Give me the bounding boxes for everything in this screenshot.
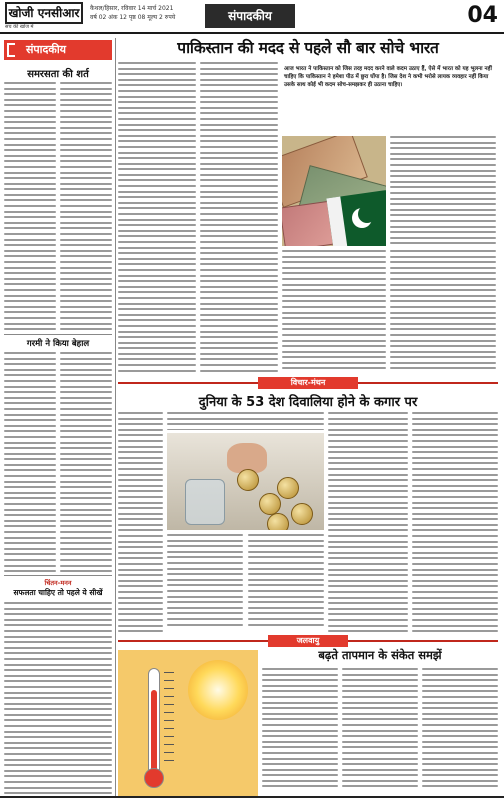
- dateline: [90, 4, 175, 22]
- masthead: [0, 0, 504, 34]
- jalvayu-label: जलवायु: [268, 635, 348, 647]
- vichar-body-col5: [412, 412, 498, 632]
- main-body-col4-upper: [390, 136, 496, 246]
- vichar-label: विचार-मंथन: [258, 377, 358, 389]
- jalvayu-body-col2: [342, 668, 418, 794]
- dateline-date: कैथल/हिसार, रविवार 14 मार्च 2021: [90, 5, 174, 12]
- jalvayu-body-col3: [422, 668, 498, 794]
- main-body-col3-lower: [282, 250, 386, 372]
- main-body-col1: [118, 62, 196, 372]
- jalvayu-body-col1: [262, 668, 338, 794]
- vichar-body-col1: [118, 412, 163, 632]
- second-body-col2: [60, 352, 112, 572]
- main-body-col4-lower: [390, 250, 496, 372]
- bracket-icon: [7, 43, 15, 57]
- third-body: [4, 602, 112, 794]
- editorial-body-col2: [60, 82, 112, 330]
- main-deck: आज भारत ने पाकिस्तान को जिस तरह मदद करने वाले कदम उठाए हैं, ऐसे में भारत को यह भूलना नहीं चाहिए कि पाकिस्तान ने हमेशा पीठ में छुरा घोंपा है। जिस देश ने कभी भरोसे लायक व्यवहार नहीं किया उसके साथ कोई भी कदम सोच-समझकर ही उठाना चाहिए।: [280, 62, 496, 134]
- logo-tagline: सच की खोज में: [5, 24, 34, 30]
- third-heading: सफलता चाहिए तो पहले ये सीखें: [13, 588, 103, 597]
- second-body-col1: [4, 352, 56, 572]
- editorial-heading: समरसता की शर्त: [27, 69, 89, 80]
- vichar-intro: [167, 412, 324, 430]
- main-body-col2: [200, 62, 278, 372]
- vichar-body-col4: [328, 412, 408, 632]
- editorial-label-box: [4, 40, 112, 60]
- vichar-body-col2: [167, 534, 243, 632]
- jalvayu-headline: बढ़ते तापमान के संकेत समझें: [318, 648, 442, 662]
- newspaper-logo: खोजी एनसीआर: [5, 2, 83, 24]
- main-headline: पाकिस्तान की मदद से पहले सौ बार सोचे भारत: [177, 39, 439, 57]
- chintan-tag: चिंतन-मनन: [44, 579, 72, 587]
- editorial-body-col1: [4, 82, 56, 330]
- page-number: 04: [467, 3, 498, 28]
- coins-jar-photo: [167, 433, 324, 530]
- dateline-edition: वर्ष 02 अंक 12 पृष्ठ 08 मूल्य 2 रुपये: [90, 14, 176, 21]
- divider: [4, 334, 112, 335]
- section-title: संपादकीय: [205, 4, 295, 28]
- editorial-label: संपादकीय: [26, 43, 67, 56]
- second-heading: गरमी ने किया बेहाल: [26, 339, 90, 349]
- column-rule: [115, 38, 116, 796]
- footer-rule: [0, 796, 504, 798]
- vichar-body-col3: [248, 534, 324, 632]
- vichar-headline: दुनिया के 53 देश दिवालिया होने के कगार पर: [198, 395, 418, 410]
- thermometer-sun-photo: [118, 650, 258, 798]
- money-flag-photo: [282, 136, 386, 246]
- divider: [4, 575, 112, 576]
